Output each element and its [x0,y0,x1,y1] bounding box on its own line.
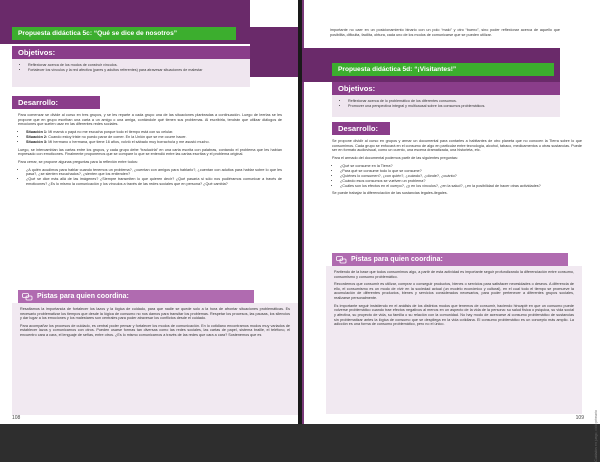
list-item: • ¿Para qué se consume todo lo que se consume? [340,169,582,174]
pistas-box [326,266,582,414]
list-item: • ¿Cuándo esos consumos se vuelven un problema? [340,179,582,184]
left-page [0,0,298,424]
title-text: Propuesta didáctica 5d: “¡Visitantes!” [338,66,457,73]
situaciones-list [18,130,282,144]
list-item: • ¿Quiénes lo consumen?, ¿con quién?, ¿cuándo?, ¿dónde?, ¿cuánto? [340,174,582,179]
objetivos-heading: Objetivos: [12,46,250,59]
pistas-box [12,303,298,415]
side-note: Cuidados en juego, ciclo primario [594,410,598,462]
paragraph: Se propone dividir al curso en grupos y armar un documental para contarles a habitantes de otro planeta que no conocen la Tierra sobre lo que consumimos. Cada grupo se enfocará en el consumo de algo en particular entre tecnología, alcohol, tabaco, medicamentos u otras sustancias. Puede ser en formato audiovisual, como un cuento, una escena dramatizada, una historieta, etc. [332,139,582,153]
list-item: • ¿Qué se consume en la Tierra? [340,164,582,169]
list-item: • ¿A quién acudimos para hablar cuando tenemos un problema?, ¿cuentan con amigos para hablarlo?, ¿cuentan con adultos para hablar sobre lo que les pasa?, ¿se sienten escuchados?, ¿sienten que los entienden? [26,168,282,177]
paragraph: Para cerrar, se propone algunas preguntas para la reflexión entre todos: [18,160,138,165]
preguntas-list [332,164,582,188]
objetivo-item: • Reflexionar acerca de lo problemático de los diferentes consumos. [348,99,552,104]
objetivo-item: • Fortalecer los vínculos y la red afectiva (pares y adultos referentes) para atravesar situaciones de malestar [28,68,242,73]
objetivos-heading: Objetivos: [332,82,560,95]
list-item: • Situación 3: Mi hermano o hermana, que tiene 16 años, volvió el sábado muy borracho/a y me asustó mucho. [26,140,282,145]
paragraph: Se puede trabajar la diferenciación de las sustancias legales-ilegales. [332,191,448,196]
desarrollo-body [18,113,282,190]
pistas-heading: Pistas para quien coordina: [18,290,254,303]
list-item: • ¿Cuáles son los efectos en el cuerpo?, ¿y en los vínculos?, ¿en la salud?, ¿en la posibilidad de hacer otras actividades? [340,184,582,189]
paragraph: Recordemos que consumir es utilizar, comprar o conseguir productos, bienes o servicios para satisfacer necesidades o deseos. A diferencia de ello, el consumismo es un modo de vivir en la sociedad actual (un modelo económico y cultural), en el cual todo el tiempo se promueve la acumulación de diferentes productos, bienes y servicios considerados necesarios, para poder pertenecer a diferentes grupos sociales, realizarse personalmente. [334,282,574,301]
objetivo-item: • Promover una perspectiva integral y multicausal sobre los consumos problemáticos. [348,104,552,109]
desarrollo-body [332,139,582,199]
desarrollo-heading: Desarrollo: [332,122,390,135]
paragraph: Luego, se intercambian las cartas entre los grupos, y cada grupo debe “traducirla” en una carta escrita con palabras, contando el problema que les habían expresado con emoticones. Finalmente proponemos que se compare lo que se entendió entre las cartas escritas y el problema original. [18,147,282,157]
paragraph: Resaltamos la importancia de fortalecer los lazos y la lógica de cuidado, para que nadie se quede solo a la hora de afrontar situaciones problemáticas. Es necesario problematizar los tiempos que desde la lógica de consumo no nos damos para transitar los problemas. Respetar los procesos, las pausas, los silencios y dar lugar a los emociones y los malestares son centrales para poder atravesar los conflictos desde el cuidado. [20,307,290,321]
paragraph: importante no caer en un posicionamiento binario con un polo “malo” y otro “bueno”, sino poder reflexionar acerca de aquello que posibilita, dificulta, facilita, obtura, cada uno de los modos de comunicarse que se pueden utilizar. [330,28,560,37]
side-band [250,27,298,77]
paragraph: Partiendo de la base que todos consumimos algo, a partir de esta actividad es importante seguir profundizando la diferenciación entre consumo, consumismo y consumo problemático. [334,270,574,279]
objetivos-list [332,95,560,117]
page-title [332,63,554,76]
objetivo-item: • Reflexionar acerca de los modos de construir vínculos. [28,63,242,68]
paragraph: Es importante seguir insistiendo en el análisis de los distintos modos que tenemos de consumir, haciendo hincapié en que un consumo puede volverse problemático cuando trae efectos negativos al menos en un aspecto de la vida de la persona: su salud física o psíquica, su vida social y afectiva, su proyecto de vida, su familia o su relación con la comunidad. No hay modo de acercarse al consumo problemático de sustancias sin problematizar antes la lógica de consumo que se despliega en la vida cotidiana. El consumo problemático es un concepto más amplio. La adicción es una forma de consumo problemático, pero no el único. [334,303,574,327]
page-title [12,27,236,40]
right-page [302,0,600,462]
preguntas-list [18,168,282,187]
page-number: 108 [12,415,21,421]
title-text: Propuesta didáctica 5c: “Qué se dice de nosotros” [18,30,178,37]
paragraph: Para comenzar se divide al curso en tres grupos, y se les reparte a cada grupo una de las situaciones planteadas a continuación. Luego de leerlas se les propone que en grupo escriban una carta a un amigo o una amiga, contándole qué tienen sus problemas. Al escribirla, tendrán que utilizar diálogos de emociones que suelen usar en las diferentes redes sociales. [18,113,282,127]
desarrollo-heading: Desarrollo: [12,96,100,109]
pistas-heading: Pistas para quien coordina: [332,253,568,266]
list-item: • ¿Qué se dice más allá de las imágenes? ¿Siempre transmiten lo que quieren decir? ¿Qué pasaría si sólo nos pudiéramos comunicar a través de emoticones? ¿Es lo mismo la comunicación y los vínculos a través de las redes sociales que en persona? ¿Qué cambia? [26,177,282,186]
speech-bubbles-icon [22,293,33,301]
list-item: • Situación 1: Mi mamá o papá no me escucha porque todo el tiempo está con su celular. [26,130,282,135]
speech-bubbles-icon [336,256,347,264]
paragraph: Para acompañar los procesos de cuidado, es central poder pensar y fortalecer los modos de comunicación. En lo cotidiano encontramos modos muy variados de establecer lazos y comunicarnos con otros. Pueden usarse formas tan diversas como las redes sociales, las cartas de papel, sistema braille, el teléfono, el encuentro cara a cara, el lenguaje de señas, entre otros. ¿Es lo mismo comunicarnos a través de las redes que cara a cara? Sostenemos que es [20,323,290,338]
paragraph: Para el armado del documental podemos partir de las siguientes preguntas: [332,155,458,160]
intro-text [330,28,560,40]
objetivos-list [12,59,250,87]
list-item: • Situación 2: Cuando estoy triste no puedo parar de comer. En la Unión que se me ocurre hacer. [26,135,282,140]
page-number: 109 [575,415,584,421]
